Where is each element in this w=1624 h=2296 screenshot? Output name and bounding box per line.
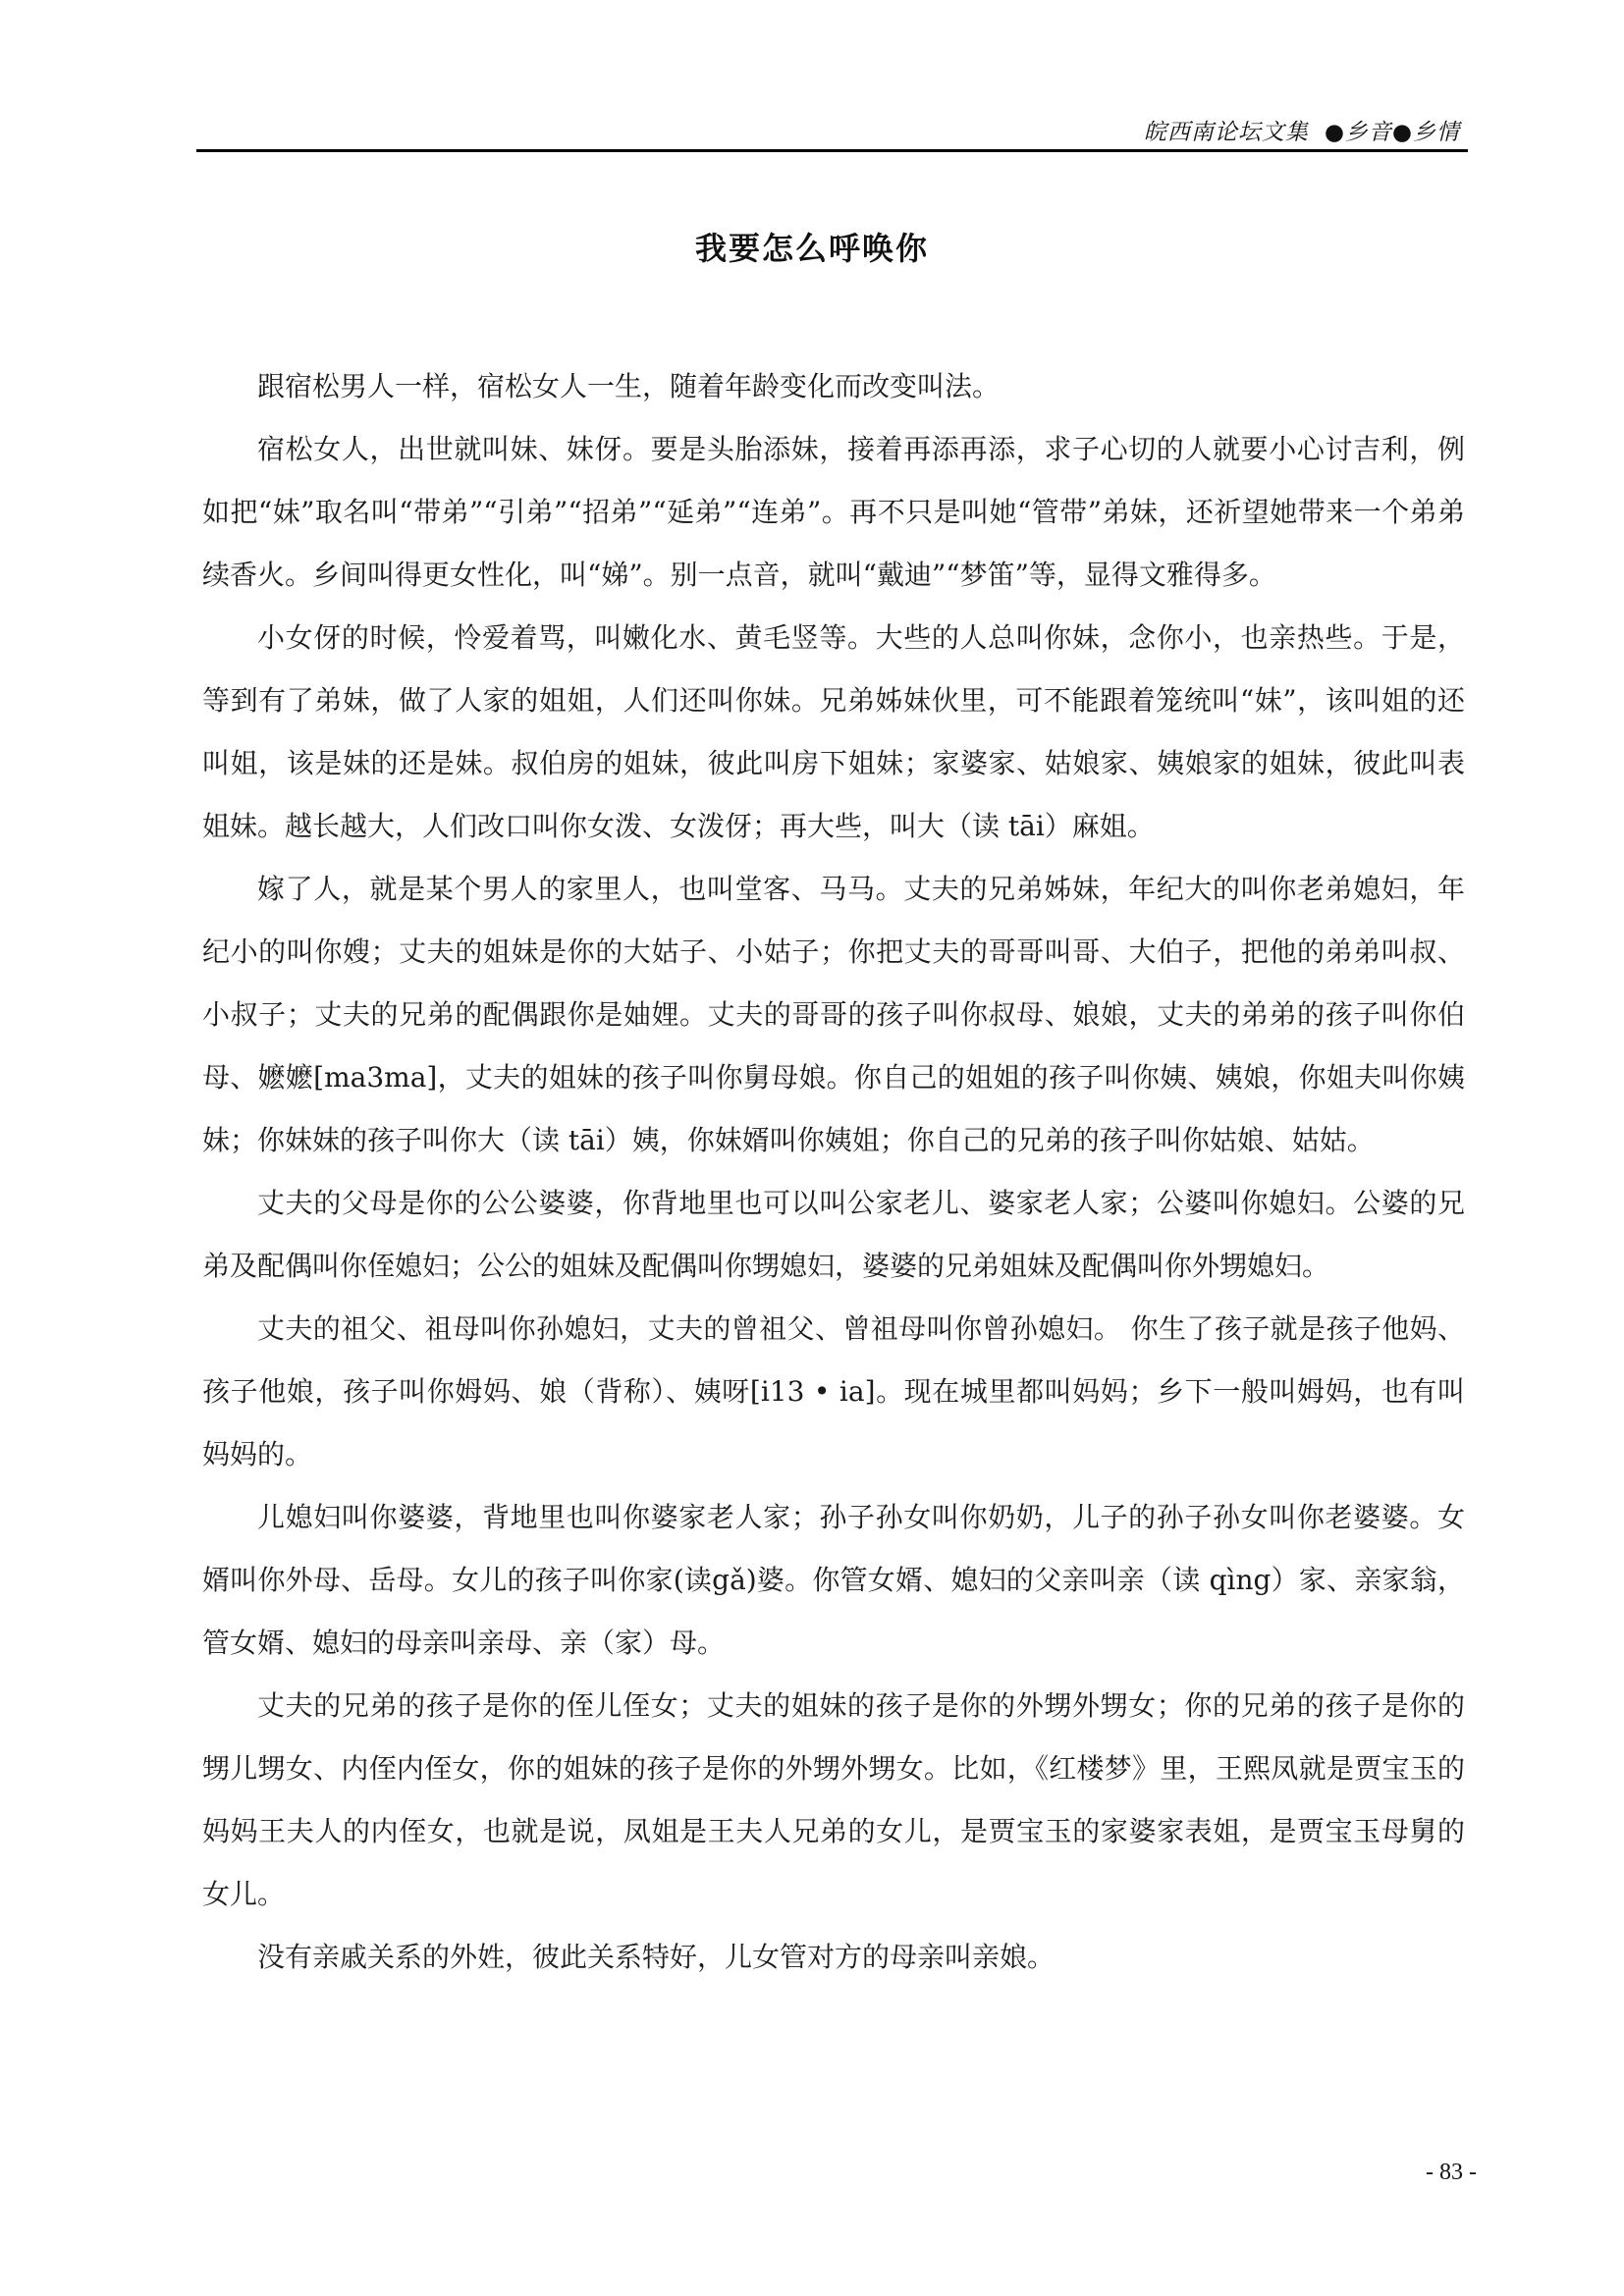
header-section: ●乡音●乡情: [1324, 120, 1460, 145]
page-number: - 83 -: [1426, 2160, 1477, 2185]
paragraph: 丈夫的兄弟的孩子是你的侄儿侄女；丈夫的姐妹的孩子是你的外甥外甥女；你的兄弟的孩子是你的甥儿甥女、内侄内侄女，你的姐妹的孩子是你的外甥外甥女。比如，《红楼梦》里，王熙凤就是贾宝玉的妈妈王夫人的内侄女，也就是说，凤姐是王夫人兄弟的女儿，是贾宝玉的家婆家表姐，是贾宝玉母舅的女儿。: [202, 1689, 1465, 1910]
paragraph: 嫁了人，就是某个男人的家里人，也叫堂客、马马。丈夫的兄弟姊妹，年纪大的叫你老弟媳妇，年纪小的叫你嫂；丈夫的姐妹是你的大姑子、小姑子；你把丈夫的哥哥叫哥、大伯子，把他的弟弟叫叔、小叔子；丈夫的兄弟的配偶跟你是妯娌。丈夫的哥哥的孩子叫你叔母、娘娘，丈夫的弟弟的孩子叫你伯母、嬷嬷[ma3ma]，丈夫的姐妹的孩子叫你舅母娘。你自己的姐姐的孩子叫你姨、姨娘，你姐夫叫你姨妹；你妹妹的孩子叫你大（读 tāi）姨，你妹婿叫你姨姐；你自己的兄弟的孩子叫你姑娘、姑姑。: [202, 873, 1465, 1156]
header-book-title: 皖西南论坛文集: [1143, 120, 1309, 145]
running-header: [196, 110, 1468, 152]
paragraph: 没有亲戚关系的外姓，彼此关系特好，儿女管对方的母亲叫亲娘。: [257, 1941, 1056, 1973]
paragraph: 跟宿松男人一样，宿松女人一生，随着年龄变化而改变叫法。: [257, 370, 1001, 402]
paragraph: 儿媳妇叫你婆婆，背地里也叫你婆家老人家；孙子孙女叫你奶奶，儿子的孙子孙女叫你老婆婆。女婿叫你外母、岳母。女儿的孩子叫你家(读gǎ)婆。你管女婿、媳妇的父亲叫亲（读 qìng）家、亲家翁，管女婿、媳妇的母亲叫亲母、亲（家）母。: [202, 1501, 1465, 1659]
paragraph: 丈夫的祖父、祖母叫你孙媳妇，丈夫的曾祖父、曾祖母叫你曾孙媳妇。 你生了孩子就是孩子他妈、孩子他娘，孩子叫你姆妈、娘（背称）、姨呀[i13 • ia]。现在城里都叫妈妈；乡下一般叫姆妈，也有叫妈妈的。: [202, 1312, 1465, 1470]
paragraph: 小女伢的时候，怜爱着骂，叫嫩化水、黄毛竖等。大些的人总叫你妹，念你小，也亲热些。于是，等到有了弟妹，做了人家的姐姐，人们还叫你妹。兄弟姊妹伙里，可不能跟着笼统叫“妹”，该叫姐的还叫姐，该是妹的还是妹。叔伯房的姐妹，彼此叫房下姐妹；家婆家、姑娘家、姨娘家的姐妹，彼此叫表姐妹。越长越大，人们改口叫你女泼、女泼伢；再大些，叫大（读 tāi）麻姐。: [202, 621, 1465, 842]
paragraph: 宿松女人，出世就叫妹、妹伢。要是头胎添妹，接着再添再添，求子心切的人就要小心讨吉利，例如把“妹”取名叫“带弟”“引弟”“招弟”“延弟”“连弟”。再不只是叫她“管带”弟妹，还祈望她带来一个弟弟续香火。乡间叫得更女性化，叫“娣”。别一点音，就叫“戴迪”“梦笛”等，显得文雅得多。: [202, 433, 1465, 591]
paragraph: 丈夫的父母是你的公公婆婆，你背地里也可以叫公家老儿、婆家老人家；公婆叫你媳妇。公婆的兄弟及配偶叫你侄媳妇；公公的姐妹及配偶叫你甥媳妇，婆婆的兄弟姐妹及配偶叫你外甥媳妇。: [202, 1187, 1465, 1282]
article-body: [202, 355, 1465, 1989]
header-text: [1144, 114, 1460, 146]
article-title: 我要怎么呼唤你: [694, 230, 929, 267]
